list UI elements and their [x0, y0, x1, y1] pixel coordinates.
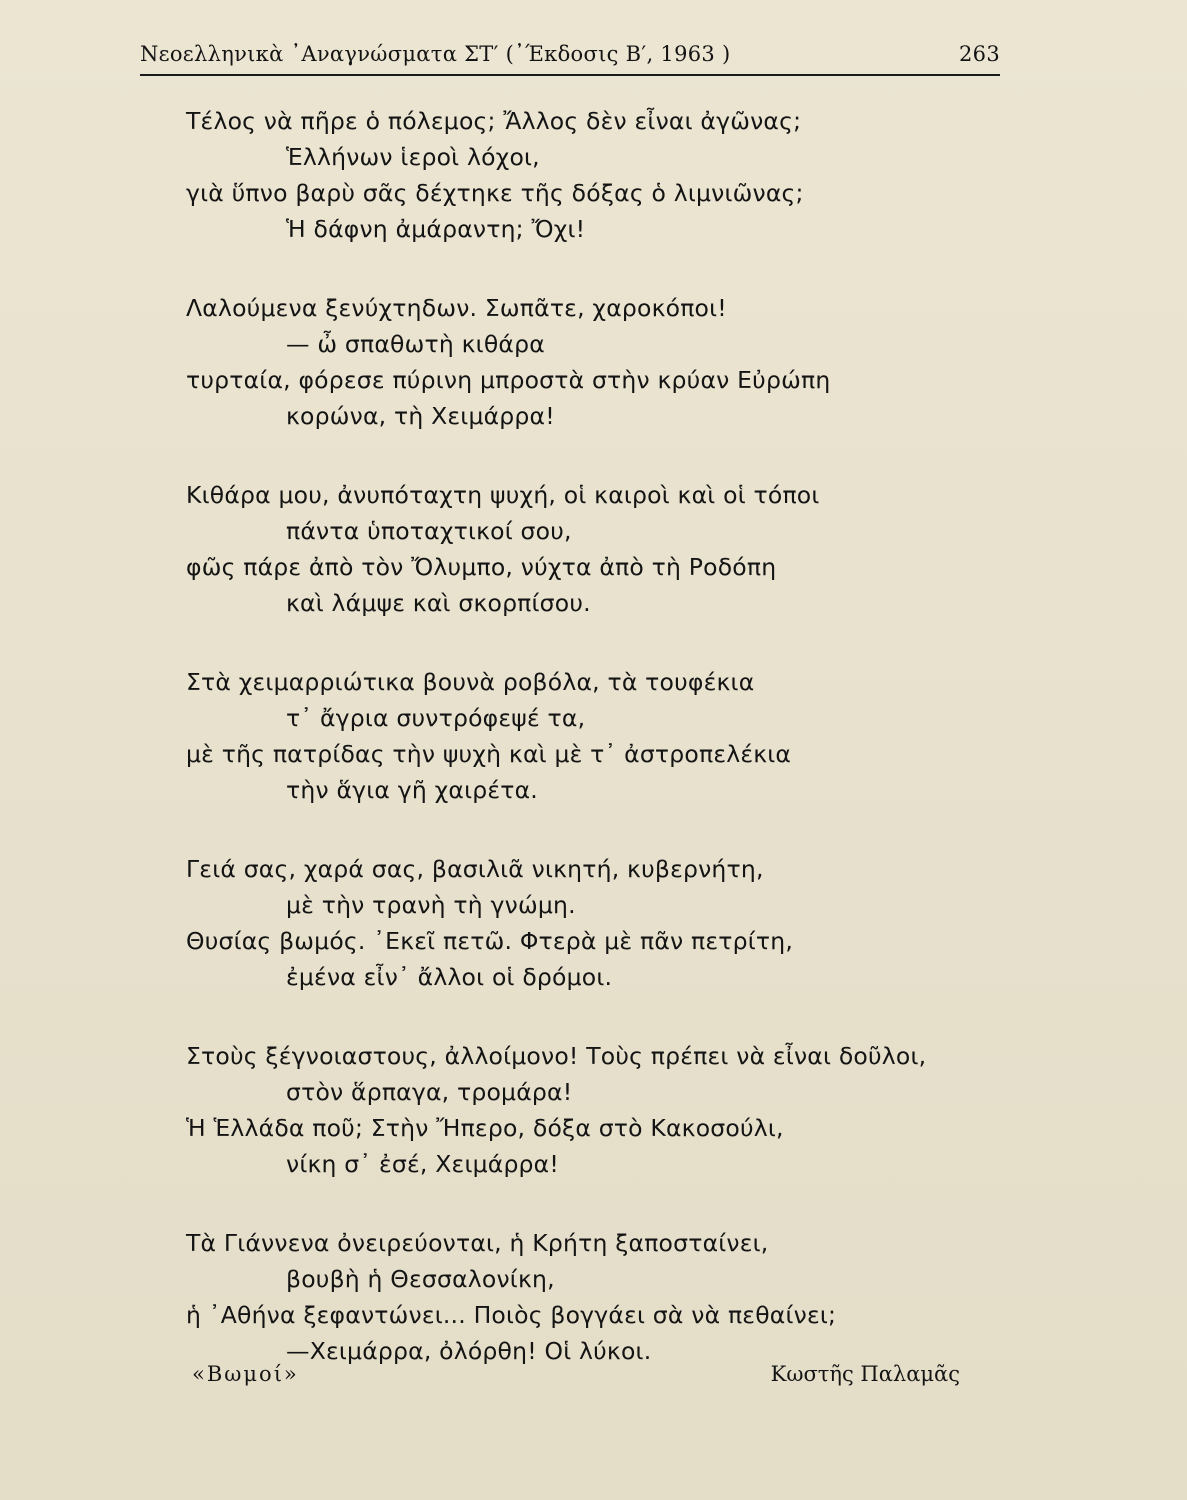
poem — [186, 103, 986, 1369]
stanza — [186, 1038, 986, 1182]
stanza — [186, 1225, 986, 1369]
collection-title: «Βωμοί» — [192, 1362, 299, 1386]
poem-line: — ὦ σπαθωτὴ κιθάρα — [286, 330, 545, 358]
poem-line: ἡ ᾿Αθήνα ξεφαντώνει... Ποιὸς βογγάει σὰ νὰ πεθαίνει; — [186, 1301, 837, 1329]
stanza — [186, 477, 986, 621]
stanza — [186, 664, 986, 808]
poem-line: Ἡ δάφνη ἀμάραντη; Ὄχι! — [286, 215, 586, 243]
running-title: Νεοελληνικὰ ᾿Αναγνώσματα ΣΤ′ (᾿Έκδοσις Β′, 1963 ) — [140, 42, 731, 66]
poem-line: ἐμένα εἶν᾿ ἄλλοι οἱ δρόμοι. — [286, 963, 613, 991]
poem-line: βουβὴ ἡ Θεσσαλονίκη, — [286, 1265, 555, 1293]
poem-line: Γειά σας, χαρά σας, βασιλιᾶ νικητή, κυβερνήτη, — [186, 855, 764, 883]
poem-line: μὲ τὴν τρανὴ τὴ γνώμη. — [286, 891, 576, 919]
poem-line: καὶ λάμψε καὶ σκορπίσου. — [286, 589, 591, 617]
author-name: Κωστῆς Παλαμᾶς — [770, 1362, 960, 1386]
poem-line: μὲ τῆς πατρίδας τὴν ψυχὴ καὶ μὲ τ᾿ ἀστροπελέκια — [186, 740, 792, 768]
poem-attribution — [192, 1358, 960, 1394]
poem-line: πάντα ὑποταχτικοί σου, — [286, 517, 572, 545]
poem-line: τ᾿ ἄγρια συντρόφεψέ τα, — [286, 704, 586, 732]
poem-line: Θυσίας βωμός. ᾿Εκεῖ πετῶ. Φτερὰ μὲ πᾶν πετρίτη, — [186, 927, 793, 955]
poem-line: Τὰ Γιάννενα ὀνειρεύονται, ἡ Κρήτη ξαποσταίνει, — [186, 1229, 769, 1257]
poem-line: φῶς πάρε ἀπὸ τὸν Ὄλυμπο, νύχτα ἀπὸ τὴ Ροδόπη — [186, 553, 777, 581]
poem-line: Τέλος νὰ πῆρε ὁ πόλεμος; Ἄλλος δὲν εἶναι ἀγῶνας; — [186, 107, 802, 135]
poem-line: Κιθάρα μου, ἀνυπόταχτη ψυχή, οἱ καιροὶ καὶ οἱ τόποι — [186, 481, 820, 509]
poem-line: Ἡ Ἑλλάδα ποῦ; Στὴν Ἤπερο, δόξα στὸ Κακοσούλι, — [186, 1114, 784, 1142]
poem-line: γιὰ ὕπνο βαρὺ σᾶς δέχτηκε τῆς δόξας ὁ λιμνιῶνας; — [186, 179, 804, 207]
stanza — [186, 290, 986, 434]
poem-line: —Χειμάρρα, ὀλόρθη! Οἱ λύκοι. — [286, 1337, 652, 1365]
poem-line: νίκη σ᾿ ἐσέ, Χειμάρρα! — [286, 1150, 559, 1178]
poem-line: κορώνα, τὴ Χειμάρρα! — [286, 402, 555, 430]
page-number: 263 — [959, 42, 1000, 66]
poem-line: στὸν ἅρπαγα, τρομάρα! — [286, 1078, 573, 1106]
stanza — [186, 851, 986, 995]
header-rule — [140, 74, 1000, 76]
poem-line: Στοὺς ξέγνοιαστους, ἀλλοίμονο! Τοὺς πρέπει νὰ εἶναι δοῦλοι, — [186, 1042, 927, 1070]
stanza — [186, 103, 986, 247]
poem-line: Στὰ χειμαρριώτικα βουνὰ ροβόλα, τὰ τουφέκια — [186, 668, 755, 696]
poem-line: Ἑλλήνων ἱεροὶ λόχοι, — [286, 143, 540, 171]
poem-line: Λαλούμενα ξενύχτηδων. Σωπᾶτε, χαροκόποι! — [186, 294, 727, 322]
poem-line: τυρταία, φόρεσε πύρινη μπροστὰ στὴν κρύαν Εὐρώπη — [186, 366, 831, 394]
poem-line: τὴν ἅγια γῆ χαιρέτα. — [286, 776, 538, 804]
page-header — [140, 38, 1000, 72]
